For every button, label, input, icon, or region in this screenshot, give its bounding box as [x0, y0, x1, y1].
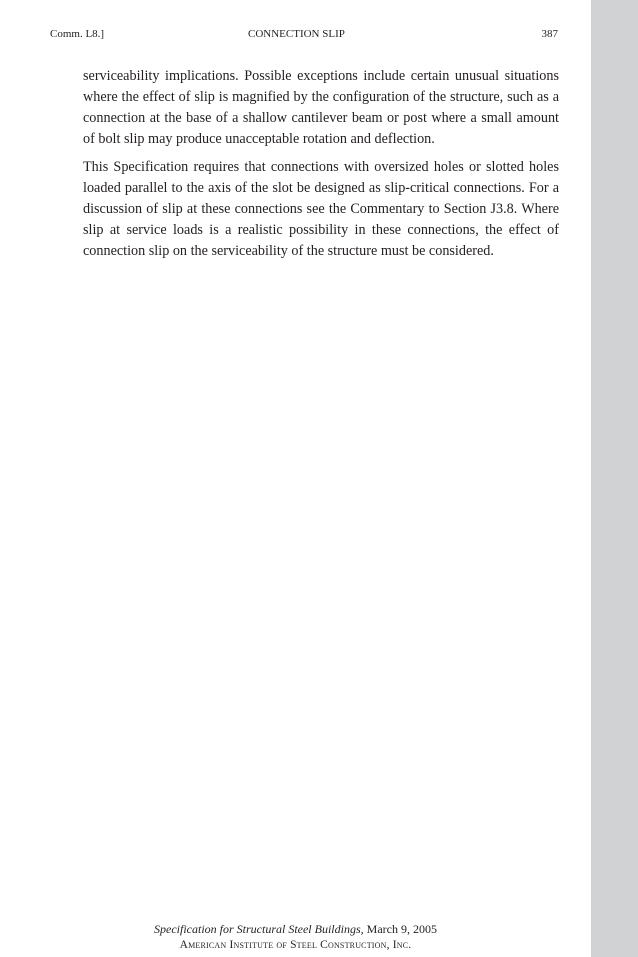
paragraph-1: serviceability implications. Possible exceptions include certain unusual situations where the effect of slip is magnified by the configuration of the structure, such as a connection at the base of a shallow cantilever beam or post where a small amount of bolt slip may produce unacceptable rotation and deflection.	[83, 68, 559, 147]
body-text	[83, 66, 559, 269]
footer-date: March 9, 2005	[363, 922, 437, 936]
footer-citation	[0, 921, 591, 937]
section-reference: Comm. L8.]	[50, 28, 105, 40]
running-head	[50, 27, 558, 43]
footer-title: Specification for Structural Steel Buildings,	[154, 922, 364, 936]
page-number: 387	[541, 28, 558, 40]
footer-publisher: American Institute of Steel Construction, Inc.	[179, 939, 412, 951]
paragraph-2: This Specification requires that connections with oversized holes or slotted holes loaded parallel to the axis of the slot be designed as slip-critical connections. For a discussion of slip at these connections see the Commentary to Section J3.8. Where slip at service loads is a realistic possibility in these connections, the effect of connection slip on the serviceability of the structure must be considered.	[83, 159, 559, 259]
chapter-title: CONNECTION SLIP	[248, 28, 345, 40]
side-margin-strip	[591, 0, 638, 957]
page-footer	[0, 921, 591, 953]
